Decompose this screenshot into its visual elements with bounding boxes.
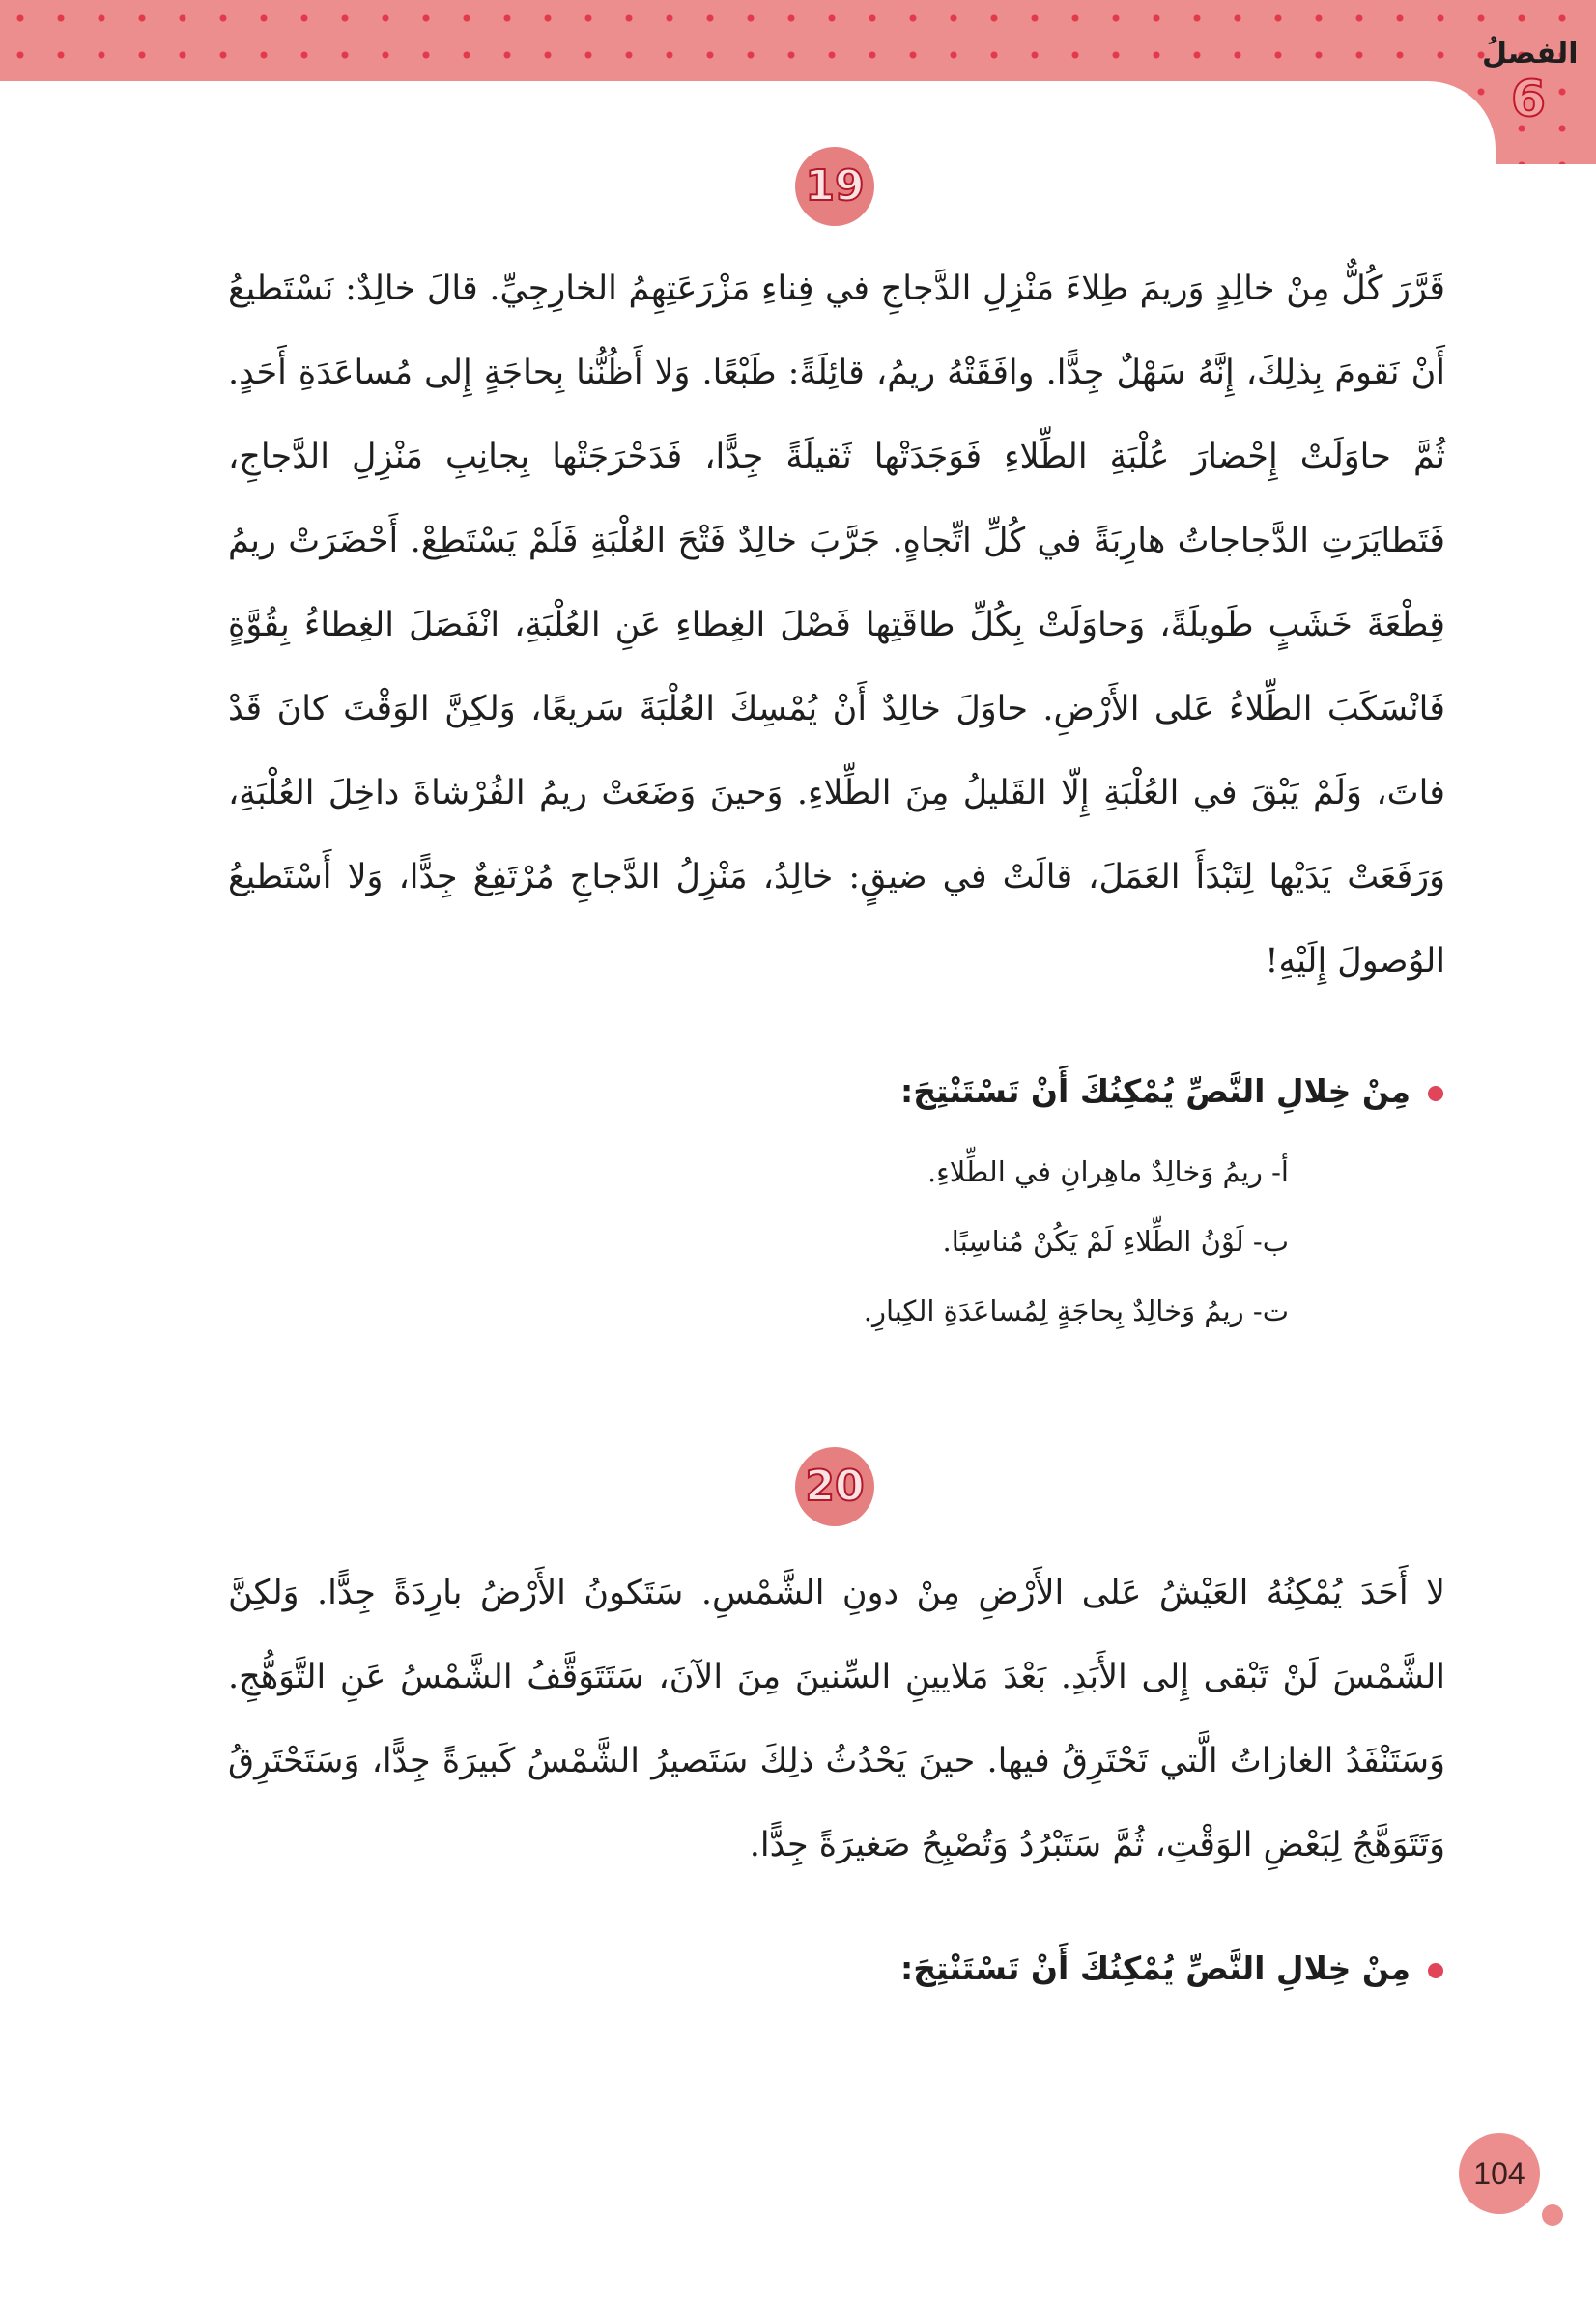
exercise-19-question [900, 1072, 1443, 1110]
chapter-tab [1482, 33, 1579, 147]
exercise-19-option-a[interactable]: أ- ريمُ وَخالِدٌ ماهِرانِ في الطِّلاءِ. [926, 1155, 1289, 1188]
exercise-20-passage: لا أَحَدَ يُمْكِنُهُ العَيْشُ عَلى الأَرْضِ مِنْ دونِ الشَّمْسِ. سَتَكونُ الأَرْضُ بارِدَةً جِدًّا. وَلكِنَّ الشَّمْسَ لَنْ تَبْقى إِلى الأَبَدِ. بَعْدَ مَلايينِ السِّنينَ مِنَ الآنَ، سَتَتَوَقَّفُ الشَّمْسُ عَنِ التَّوَهُّجِ. وَسَتَنْفَدُ الغازاتُ الَّتي تَحْتَرِقُ فيها. حينَ يَحْدُثُ ذلِكَ سَتَصيرُ الشَّمْسُ كَبيرَةً جِدًّا، وَسَتَحْتَرِقُ وَتَتَوَهَّجُ لِبَعْضِ الوَقْتِ، ثُمَّ سَتَبْرُدُ وَتُصْبِحُ صَغيرَةً جِدًّا. [228, 1574, 1445, 1864]
page-number: 104 [1459, 2133, 1540, 2214]
exercise-20-question-text: مِنْ خِلالِ النَّصِّ يُمْكِنُكَ أَنْ تَسْتَنْتِجَ: [900, 1949, 1411, 1987]
exercise-19-passage: قَرَّرَ كُلٌّ مِنْ خالِدٍ وَريمَ طِلاءَ مَنْزِلِ الدَّجاجِ في فِناءِ مَزْرَعَتِهِمُ الخارِجِيِّ. قالَ خالِدٌ: نَسْتَطيعُ أَنْ نَقومَ بِذلِكَ، إِنَّهُ سَهْلٌ جِدًّا. وافَقَتْهُ ريمُ، قائِلَةً: طَبْعًا. وَلا أَظُنُّنا بِحاجَةٍ إِلى مُساعَدَةِ أَحَدٍ. ثُمَّ حاوَلَتْ إِحْضارَ عُلْبَةِ الطِّلاءِ فَوَجَدَتْها ثَقيلَةً جِدًّا، فَدَحْرَجَتْها بِجانِبِ مَنْزِلِ الدَّجاجِ، فَتَطايَرَتِ الدَّجاجاتُ هارِبَةً في كُلِّ اتِّجاهٍ. جَرَّبَ خالِدٌ فَتْحَ العُلْبَةِ فَلَمْ يَسْتَطِعْ. أَحْضَرَتْ ريمُ قِطْعَةَ خَشَبٍ طَويلَةً، وَحاوَلَتْ بِكُلِّ طاقَتِها فَصْلَ الغِطاءِ عَنِ العُلْبَةِ، انْفَصَلَ الغِطاءُ بِقُوَّةٍ فَانْسَكَبَ الطِّلاءُ عَلى الأَرْضِ. حاوَلَ خالِدٌ أَنْ يُمْسِكَ العُلْبَةَ سَريعًا، وَلكِنَّ الوَقْتَ كانَ قَدْ فاتَ، وَلَمْ يَبْقَ في العُلْبَةِ إِلّا القَليلُ مِنَ الطِّلاءِ. وَحينَ وَضَعَتْ ريمُ الفُرْشاةَ داخِلَ العُلْبَةِ، وَرَفَعَتْ يَدَيْها لِتَبْدَأَ العَمَلَ، قالَتْ في ضيقٍ: خالِدُ، مَنْزِلُ الدَّجاجِ مُرْتَفِعٌ جِدًّا، وَلا أَسْتَطيعُ الوُصولَ إِلَيْهِ! [228, 270, 1445, 981]
exercise-19-badge: 19 [795, 147, 874, 226]
exercise-20-question [900, 1949, 1443, 1987]
exercise-19-option-c[interactable]: ت- ريمُ وَخالِدٌ بِحاجَةٍ لِمُساعَدَةِ الكِبارِ. [863, 1294, 1289, 1327]
chapter-number: 6 [1510, 71, 1547, 128]
bullet-icon [1428, 1963, 1443, 1978]
exercise-19-question-text: مِنْ خِلالِ النَّصِّ يُمْكِنُكَ أَنْ تَسْتَنْتِجَ: [900, 1072, 1411, 1110]
bullet-icon [1428, 1086, 1443, 1101]
decorative-dot [1542, 2204, 1563, 2226]
chapter-label: الفصلُ [1482, 37, 1579, 71]
exercise-20-badge: 20 [795, 1447, 874, 1526]
exercise-19-option-b[interactable]: ب- لَوْنُ الطِّلاءِ لَمْ يَكُنْ مُناسِبًا. [942, 1225, 1289, 1258]
